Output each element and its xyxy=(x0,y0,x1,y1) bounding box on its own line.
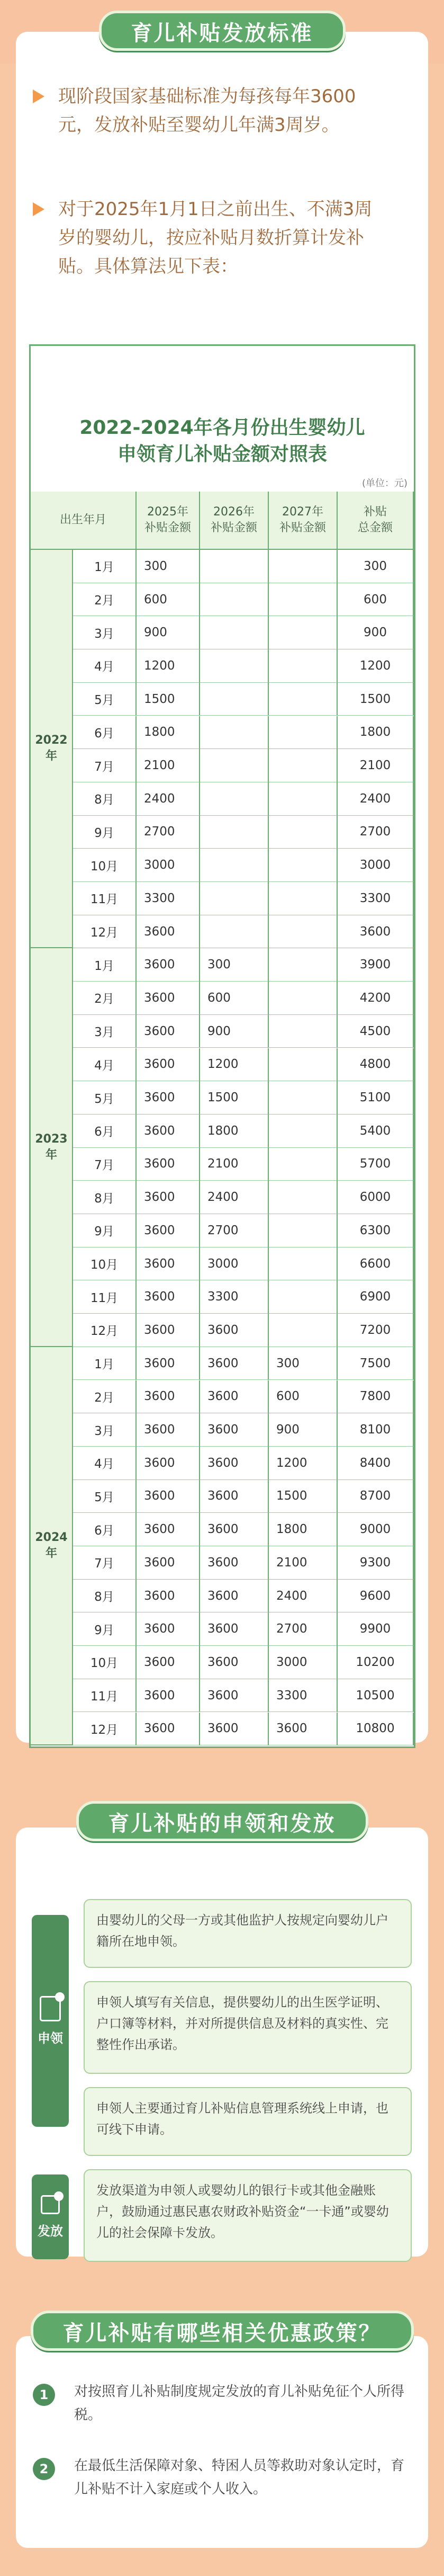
issue-info-box: 发放渠道为申领人或婴幼儿的银行卡或其他金融账户，鼓励通过惠民惠农财政补贴资金“一卡通”或婴幼儿的社会保障卡发放。 xyxy=(84,2169,412,2262)
table-row xyxy=(73,1214,414,1247)
table-amount-cell: 1500 xyxy=(269,1480,338,1513)
table-row xyxy=(73,1181,414,1214)
table-month-cell: 4月 xyxy=(73,1048,137,1082)
table-amount-cell: 3600 xyxy=(137,1713,200,1746)
apply-info-box-2: 申领人填写有关信息，提供婴幼儿的出生医学证明、户口簿等材料，并对所提供信息及材料的真实性、完整性作出承诺。 xyxy=(84,1981,412,2074)
table-amount-cell xyxy=(269,1247,338,1281)
table-amount-cell xyxy=(269,816,338,849)
table-row xyxy=(73,816,414,849)
table-total-cell: 6300 xyxy=(338,1214,414,1247)
table-month-cell: 9月 xyxy=(73,1214,137,1247)
table-amount-cell: 600 xyxy=(137,583,200,617)
table-amount-cell: 2700 xyxy=(137,816,200,849)
table-amount-cell: 3600 xyxy=(137,1513,200,1546)
table-total-cell: 2400 xyxy=(338,782,414,816)
table-amount-cell: 2700 xyxy=(269,1612,338,1646)
table-total-cell: 600 xyxy=(338,583,414,617)
section-banner-apply: 育儿补贴的申领和发放 xyxy=(76,1801,368,1841)
table-amount-cell: 3000 xyxy=(200,1247,269,1281)
table-amount-cell: 3600 xyxy=(200,1546,269,1580)
table-amount-cell: 2400 xyxy=(137,782,200,816)
table-month-cell: 7月 xyxy=(73,749,137,782)
table-total-cell: 10800 xyxy=(338,1713,414,1746)
table-amount-cell xyxy=(200,583,269,617)
table-total-cell: 3000 xyxy=(338,849,414,882)
table-amount-cell: 2400 xyxy=(269,1580,338,1613)
table-amount-cell: 3600 xyxy=(137,1314,200,1347)
issue-tag-label: 发放 xyxy=(38,2223,63,2239)
table-amount-cell: 300 xyxy=(137,550,200,583)
table-month-cell: 7月 xyxy=(73,1148,137,1181)
table-month-cell: 1月 xyxy=(73,550,137,583)
table-amount-cell xyxy=(200,882,269,915)
table-amount-cell: 1500 xyxy=(137,683,200,716)
table-amount-cell: 3300 xyxy=(137,882,200,915)
table-total-cell: 10500 xyxy=(338,1679,414,1713)
table-amount-cell: 300 xyxy=(269,1347,338,1380)
table-total-cell: 4200 xyxy=(338,982,414,1015)
table-row xyxy=(73,1513,414,1546)
table-row xyxy=(73,915,414,949)
table-month-cell: 5月 xyxy=(73,1081,137,1115)
table-amount-cell: 3600 xyxy=(137,1280,200,1314)
table-month-cell: 2月 xyxy=(73,583,137,617)
table-amount-cell: 3600 xyxy=(200,1580,269,1613)
table-amount-cell: 3600 xyxy=(137,1247,200,1281)
table-total-cell: 3600 xyxy=(338,915,414,949)
table-month-cell: 12月 xyxy=(73,915,137,949)
table-row xyxy=(73,1580,414,1613)
table-row xyxy=(73,1546,414,1580)
table-amount-cell: 2100 xyxy=(200,1148,269,1181)
policy-text-1: 对按照育儿补贴制度规定发放的育儿补贴免征个人所得税。 xyxy=(74,2384,405,2423)
table-header-1: 2025年 补贴金额 xyxy=(137,492,200,550)
table-amount-cell: 3600 xyxy=(137,1048,200,1082)
table-month-cell: 7月 xyxy=(73,1546,137,1580)
table-row xyxy=(73,1347,414,1380)
section-banner-standard: 育儿补贴发放标准 xyxy=(99,11,346,51)
table-amount-cell: 2100 xyxy=(137,749,200,782)
table-total-cell: 10200 xyxy=(338,1646,414,1679)
policy-card xyxy=(16,2336,428,2548)
table-amount-cell xyxy=(200,683,269,716)
table-amount-cell xyxy=(269,1015,338,1048)
table-amount-cell: 3600 xyxy=(200,1480,269,1513)
table-amount-cell: 3300 xyxy=(269,1679,338,1713)
table-row xyxy=(73,1280,414,1314)
table-total-cell: 2700 xyxy=(338,816,414,849)
table-amount-cell: 3600 xyxy=(137,1347,200,1380)
table-month-cell: 10月 xyxy=(73,849,137,882)
table-amount-cell xyxy=(269,1280,338,1314)
table-month-cell: 1月 xyxy=(73,948,137,982)
table-row xyxy=(73,1413,414,1447)
table-amount-cell: 3600 xyxy=(137,1015,200,1048)
table-row xyxy=(73,716,414,750)
table-amount-cell: 3600 xyxy=(137,1480,200,1513)
table-row xyxy=(73,1380,414,1414)
table-month-cell: 4月 xyxy=(73,649,137,683)
table-total-cell: 1500 xyxy=(338,683,414,716)
table-amount-cell: 1800 xyxy=(137,716,200,750)
table-month-cell: 11月 xyxy=(73,1679,137,1713)
table-amount-cell: 1200 xyxy=(137,649,200,683)
table-amount-cell: 3600 xyxy=(269,1713,338,1746)
apply-info-box-3: 申领人主要通过育儿补贴信息管理系统线上申请，也可线下申请。 xyxy=(84,2087,412,2156)
table-row xyxy=(73,1081,414,1115)
table-total-cell: 8100 xyxy=(338,1413,414,1447)
subsidy-table xyxy=(29,344,415,1748)
bullet-text: 现阶段国家基础标准为每孩每年3600元，发放补贴至婴幼儿年满3周岁。 xyxy=(58,86,356,136)
table-total-cell: 6000 xyxy=(338,1181,414,1214)
table-amount-cell: 900 xyxy=(269,1413,338,1447)
table-month-cell: 3月 xyxy=(73,1413,137,1447)
table-month-cell: 1月 xyxy=(73,1347,137,1380)
table-total-cell: 6900 xyxy=(338,1280,414,1314)
table-amount-cell: 600 xyxy=(269,1380,338,1414)
table-amount-cell: 3000 xyxy=(269,1646,338,1679)
table-year-cell: 2023 年 xyxy=(31,948,73,1347)
table-month-cell: 8月 xyxy=(73,1580,137,1613)
table-total-cell: 5400 xyxy=(338,1115,414,1148)
table-row xyxy=(73,1646,414,1679)
table-amount-cell xyxy=(200,749,269,782)
table-amount-cell: 3600 xyxy=(200,1646,269,1679)
table-amount-cell xyxy=(200,550,269,583)
bullet-text: 对于2025年1月1日之前出生、不满3周岁的婴幼儿，按应补贴月数折算计发补贴。具体算法见下表： xyxy=(58,199,373,277)
table-month-cell: 3月 xyxy=(73,616,137,649)
table-amount-cell xyxy=(200,616,269,649)
table-total-cell: 9600 xyxy=(338,1580,414,1613)
table-amount-cell xyxy=(269,849,338,882)
table-row xyxy=(73,1447,414,1480)
table-month-cell: 2月 xyxy=(73,982,137,1015)
table-month-cell: 4月 xyxy=(73,1447,137,1480)
table-amount-cell: 1500 xyxy=(200,1081,269,1115)
table-unit: (单位：元) xyxy=(361,478,407,489)
table-amount-cell xyxy=(269,550,338,583)
table-amount-cell: 3600 xyxy=(137,1115,200,1148)
table-row xyxy=(73,683,414,716)
table-amount-cell xyxy=(269,948,338,982)
table-amount-cell: 3600 xyxy=(137,1181,200,1214)
table-amount-cell: 3600 xyxy=(137,1546,200,1580)
table-month-cell: 5月 xyxy=(73,1480,137,1513)
table-header-3: 2027年 补贴金额 xyxy=(269,492,338,550)
table-amount-cell: 3600 xyxy=(137,1148,200,1181)
table-total-cell: 3900 xyxy=(338,948,414,982)
table-row xyxy=(73,616,414,649)
table-amount-cell: 1200 xyxy=(269,1447,338,1480)
table-total-cell: 300 xyxy=(338,550,414,583)
table-month-cell: 6月 xyxy=(73,716,137,750)
table-amount-cell xyxy=(269,982,338,1015)
table-amount-cell: 3600 xyxy=(137,1380,200,1414)
table-amount-cell xyxy=(269,1115,338,1148)
table-total-cell: 7200 xyxy=(338,1314,414,1347)
table-amount-cell: 3600 xyxy=(137,1679,200,1713)
table-amount-cell xyxy=(200,816,269,849)
table-amount-cell: 2100 xyxy=(269,1546,338,1580)
section-banner-policy: 育儿补贴有哪些相关优惠政策？ xyxy=(31,2311,414,2351)
triangle-bullet-icon xyxy=(33,90,44,103)
table-amount-cell: 3600 xyxy=(137,1413,200,1447)
table-amount-cell xyxy=(200,649,269,683)
table-row xyxy=(73,849,414,882)
document-check-icon xyxy=(40,1996,61,2021)
table-amount-cell: 600 xyxy=(200,982,269,1015)
table-amount-cell: 1800 xyxy=(200,1115,269,1148)
table-amount-cell: 3600 xyxy=(137,1214,200,1247)
apply-info-box-1: 由婴幼儿的父母一方或其他监护人按规定向婴幼儿户籍所在地申领。 xyxy=(84,1899,412,1968)
table-row xyxy=(73,1713,414,1746)
table-year-cell: 2024 年 xyxy=(31,1347,73,1745)
table-amount-cell xyxy=(269,1148,338,1181)
table-amount-cell: 3600 xyxy=(137,1646,200,1679)
table-total-cell: 4500 xyxy=(338,1015,414,1048)
table-total-cell: 9900 xyxy=(338,1612,414,1646)
table-row xyxy=(73,1115,414,1148)
table-amount-cell xyxy=(269,1214,338,1247)
table-amount-cell xyxy=(269,1181,338,1214)
table-month-cell: 10月 xyxy=(73,1646,137,1679)
table-amount-cell xyxy=(269,583,338,617)
table-amount-cell: 300 xyxy=(200,948,269,982)
table-month-cell: 12月 xyxy=(73,1713,137,1746)
table-month-cell: 2月 xyxy=(73,1380,137,1414)
table-amount-cell: 3600 xyxy=(137,1612,200,1646)
table-amount-cell xyxy=(269,1314,338,1347)
table-total-cell: 3300 xyxy=(338,882,414,915)
table-row xyxy=(73,1314,414,1347)
table-amount-cell xyxy=(269,782,338,816)
table-total-cell: 9000 xyxy=(338,1513,414,1546)
table-amount-cell: 3600 xyxy=(137,1580,200,1613)
table-total-cell: 900 xyxy=(338,616,414,649)
table-amount-cell xyxy=(200,782,269,816)
table-row xyxy=(73,1015,414,1048)
table-title-line1: 2022-2024年各月份出生婴幼儿 xyxy=(79,417,365,439)
table-total-cell: 1200 xyxy=(338,649,414,683)
table-row xyxy=(73,882,414,915)
number-badge-2: 2 xyxy=(33,2458,55,2480)
table-amount-cell: 3600 xyxy=(137,982,200,1015)
triangle-bullet-icon xyxy=(33,202,44,216)
table-amount-cell: 3600 xyxy=(137,1081,200,1115)
table-month-cell: 6月 xyxy=(73,1513,137,1546)
table-amount-cell: 3600 xyxy=(200,1314,269,1347)
table-total-cell: 2100 xyxy=(338,749,414,782)
table-amount-cell: 3300 xyxy=(200,1280,269,1314)
table-amount-cell xyxy=(269,1081,338,1115)
table-amount-cell xyxy=(269,716,338,750)
table-row xyxy=(73,1048,414,1082)
table-total-cell: 4800 xyxy=(338,1048,414,1082)
table-header-2: 2026年 补贴金额 xyxy=(200,492,269,550)
table-total-cell: 5100 xyxy=(338,1081,414,1115)
table-amount-cell xyxy=(200,849,269,882)
table-total-cell: 7500 xyxy=(338,1347,414,1380)
table-amount-cell: 3600 xyxy=(200,1380,269,1414)
table-amount-cell xyxy=(269,749,338,782)
table-amount-cell: 3600 xyxy=(200,1679,269,1713)
table-row xyxy=(73,1247,414,1281)
table-amount-cell: 3600 xyxy=(137,1447,200,1480)
table-row xyxy=(73,982,414,1015)
table-amount-cell: 3600 xyxy=(137,915,200,949)
table-amount-cell: 900 xyxy=(137,616,200,649)
table-amount-cell: 900 xyxy=(200,1015,269,1048)
table-row xyxy=(73,649,414,683)
table-amount-cell: 3600 xyxy=(200,1413,269,1447)
table-row xyxy=(73,749,414,782)
table-total-cell: 9300 xyxy=(338,1546,414,1580)
table-total-cell: 8700 xyxy=(338,1480,414,1513)
table-amount-cell xyxy=(269,915,338,949)
table-month-cell: 10月 xyxy=(73,1247,137,1281)
bullet-basic-standard xyxy=(58,82,386,139)
table-total-cell: 7800 xyxy=(338,1380,414,1414)
table-amount-cell: 3000 xyxy=(137,849,200,882)
table-total-cell: 8400 xyxy=(338,1447,414,1480)
table-amount-cell: 3600 xyxy=(200,1447,269,1480)
card-hand-icon xyxy=(41,2195,60,2214)
table-month-cell: 9月 xyxy=(73,1612,137,1646)
issue-tag xyxy=(32,2174,69,2259)
table-month-cell: 11月 xyxy=(73,882,137,915)
table-year-cell: 2022 年 xyxy=(31,550,73,948)
table-row xyxy=(73,1148,414,1181)
table-total-cell: 1800 xyxy=(338,716,414,750)
table-row xyxy=(73,1679,414,1713)
table-amount-cell xyxy=(269,1048,338,1082)
table-month-cell: 3月 xyxy=(73,1015,137,1048)
table-row xyxy=(73,782,414,816)
table-amount-cell: 3600 xyxy=(200,1347,269,1380)
table-amount-cell: 2400 xyxy=(200,1181,269,1214)
table-amount-cell: 3600 xyxy=(200,1612,269,1646)
table-amount-cell: 3600 xyxy=(200,1513,269,1546)
table-month-cell: 9月 xyxy=(73,816,137,849)
table-month-cell: 6月 xyxy=(73,1115,137,1148)
table-total-cell: 5700 xyxy=(338,1148,414,1181)
table-amount-cell xyxy=(200,915,269,949)
policy-text-2: 在最低生活保障对象、特困人员等救助对象认定时，育儿补贴不计入家庭或个人收入。 xyxy=(74,2458,405,2497)
table-amount-cell: 3600 xyxy=(200,1713,269,1746)
table-row xyxy=(73,1612,414,1646)
apply-tag xyxy=(32,1915,69,2127)
table-amount-cell: 2700 xyxy=(200,1214,269,1247)
table-amount-cell xyxy=(200,716,269,750)
table-amount-cell xyxy=(269,882,338,915)
table-amount-cell: 3600 xyxy=(137,948,200,982)
table-month-cell: 12月 xyxy=(73,1314,137,1347)
table-amount-cell xyxy=(269,616,338,649)
table-row xyxy=(73,583,414,617)
table-amount-cell xyxy=(269,649,338,683)
bullet-prorated xyxy=(58,195,386,281)
table-row xyxy=(73,1480,414,1513)
table-month-cell: 11月 xyxy=(73,1280,137,1314)
table-row xyxy=(73,948,414,982)
table-amount-cell: 1800 xyxy=(269,1513,338,1546)
table-total-cell: 6600 xyxy=(338,1247,414,1281)
table-amount-cell: 1200 xyxy=(200,1048,269,1082)
table-header-4: 补贴 总金额 xyxy=(338,492,414,550)
table-amount-cell xyxy=(269,683,338,716)
table-header-0: 出生年月 xyxy=(31,492,137,550)
table-month-cell: 8月 xyxy=(73,1181,137,1214)
apply-tag-label: 申领 xyxy=(38,2030,63,2046)
table-month-cell: 5月 xyxy=(73,683,137,716)
table-row xyxy=(73,550,414,583)
table-title-line2: 申领育儿补贴金额对照表 xyxy=(117,443,327,465)
table-month-cell: 8月 xyxy=(73,782,137,816)
number-badge-1: 1 xyxy=(33,2384,55,2406)
